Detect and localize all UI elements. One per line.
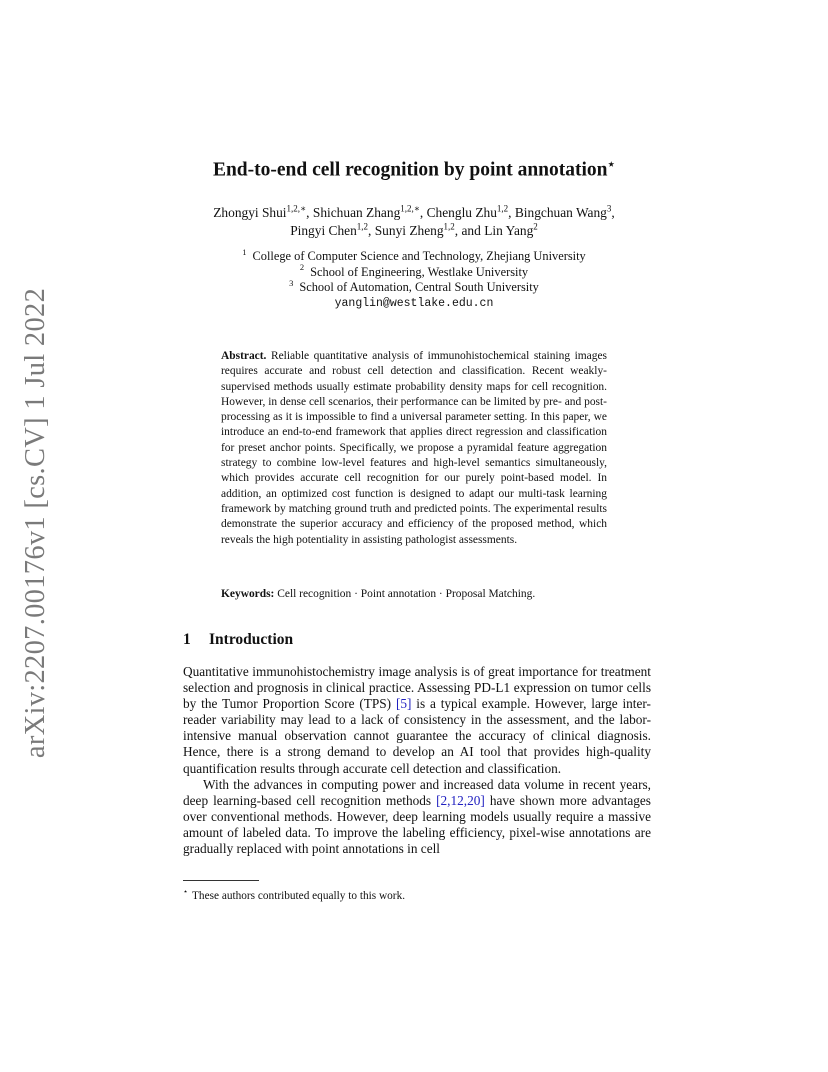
section-number: 1 [183, 631, 191, 648]
paragraph: With the advances in computing power and increased data volume in recent years, deep learning-based cell recognition methods [2,12,20] have shown more advantages over conventional methods. However, deep learning models usually require a massive amount of labeled data. To improve the labeling efficiency, pixel-wise annotations are gradually replaced with point annotations in cell [183, 776, 651, 857]
title-footnote-mark: ⋆ [607, 157, 616, 171]
abstract [221, 349, 607, 548]
author: Chenglu Zhu$^{1,2}$, [426, 203, 515, 220]
footnote-rule [183, 880, 259, 881]
affiliation: $^1$ College of Computer Science and Technology, Zhejiang University [242, 246, 586, 263]
author: Sunyi Zheng$^{1,2}$, and [374, 221, 485, 238]
arxiv-identifier: arXiv:2207.00176v1 [cs.CV] 1 Jul 2022 [20, 287, 52, 759]
citation-link[interactable]: [2,12,20] [436, 792, 485, 808]
keywords-text: Cell recognition · Point annotation · Proposal Matching. [277, 588, 536, 600]
footnote-mark: ⋆ [183, 887, 189, 896]
footnote-text: These authors contributed equally to this work. [192, 889, 406, 902]
arxiv-side-stamp [15, 287, 57, 759]
author: Lin Yang$^2$ [484, 221, 538, 238]
contact-email[interactable]: yanglin@westlake.edu.cn [334, 296, 494, 310]
introduction-body [183, 664, 651, 857]
author: Pingyi Chen$^{1,2}$, [290, 221, 375, 238]
author: Zhongyi Shui$^{1,2,∗}$, [213, 203, 313, 220]
affiliation: $^3$ School of Automation, Central South University [289, 277, 539, 294]
keywords [221, 587, 621, 602]
paragraph: Quantitative immunohistochemistry image analysis is of great importance for treatment selection and prognosis in clinical practice. Assessing PD-L1 expression on tumor cells by the Tumor Proportion Score (TPS) [5] is a typical example. However, large inter-reader variability may lead to a lack of consistency in the assessment, and the labor-intensive manual observation cannot guarantee the accuracy of clinical diagnosis. Hence, there is a strong demand to develop an AI tool that provides high-quality quantification results through accurate cell detection and classification. [183, 664, 651, 776]
affiliation: $^2$ School of Engineering, Westlake University [299, 262, 529, 279]
section-heading [183, 629, 653, 651]
author-list [130, 204, 698, 240]
author: Bingchuan Wang$^3$, [514, 203, 615, 220]
paper-title [0, 150, 828, 185]
section-title: Introduction [209, 631, 294, 648]
title-text: End-to-end cell recognition by point annotation [212, 159, 608, 181]
author: Shichuan Zhang$^{1,2,∗}$, [312, 203, 427, 220]
footnote [183, 885, 653, 903]
abstract-label: Abstract. [221, 350, 267, 362]
affiliations [130, 246, 698, 311]
abstract-text: Reliable quantitative analysis of immunohistochemical staining images requires accurate and robust cell detection and classification. Recent weakly-supervised methods usually estimate probability density maps for cell recognition. However, in dense cell scenarios, their performance can be limited by pre- and post-processing as it is impossible to find a universal parameter setting. In this paper, we introduce an end-to-end framework that applies direct regression and classification for preset anchor points. Specifically, we propose a pyramidal feature aggregation strategy to combine low-level features and high-level semantics simultaneously, which provides accurate cell recognition for our purely point-based model. In addition, an optimized cost function is designed to adapt our multi-task learning framework by matching ground truth and predicted points. The experimental results demonstrate the superior accuracy and efficiency of the proposed method, which reveals the high potentiality in assisting pathologist assessments. [221, 350, 607, 546]
citation-link[interactable]: [5] [395, 696, 412, 712]
keywords-label: Keywords: [221, 588, 275, 600]
